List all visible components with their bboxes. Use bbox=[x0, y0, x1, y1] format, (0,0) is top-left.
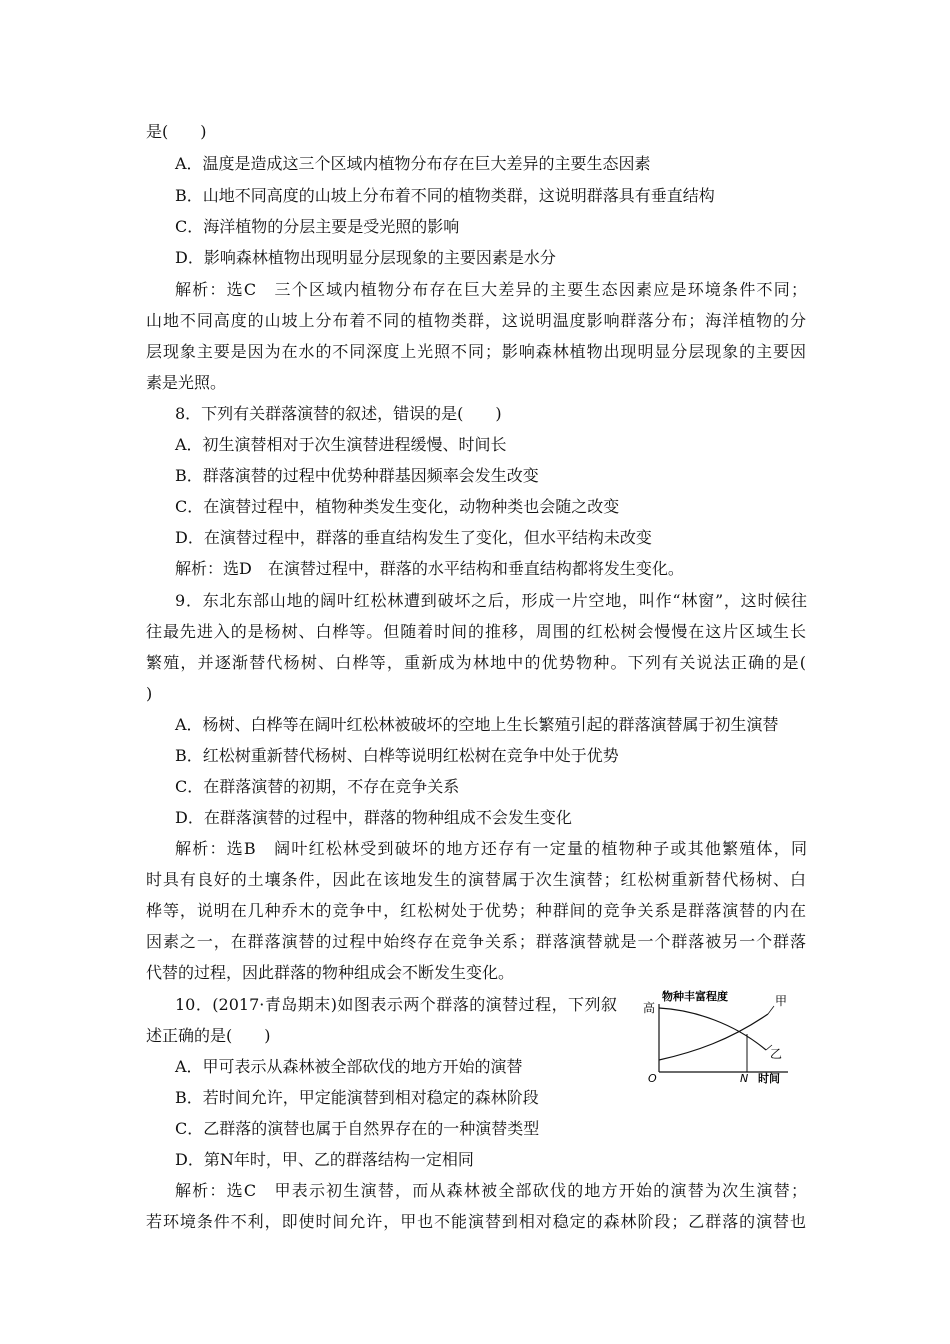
q7-analysis-line: 层现象主要是因为在水的不同深度上光照不同；影响森林植物出现明显分层现象的主要因 bbox=[146, 342, 806, 361]
n-label: N bbox=[740, 1072, 749, 1085]
q9-stem-line: ) bbox=[146, 684, 153, 703]
y-high-label: 高 bbox=[643, 1001, 656, 1015]
q9-analysis-line: 时具有良好的土壤条件，因此在该地发生的演替属于次生演替；红松树重新替代杨树、白 bbox=[146, 870, 806, 889]
q9-option-b: B．红松树重新替代杨树、白桦等说明红松树在竞争中处于优势 bbox=[175, 746, 619, 765]
q9-stem-line: 繁殖，并逐渐替代杨树、白桦等，重新成为林地中的优势物种。下列有关说法正确的是( bbox=[146, 653, 806, 672]
q9-option-c: C．在群落演替的初期，不存在竞争关系 bbox=[175, 777, 460, 796]
q10-analysis-line: 若环境条件不利，即使时间允许，甲也不能演替到相对稳定的森林阶段；乙群落的演替也 bbox=[146, 1212, 806, 1231]
q9-analysis-line: 桦等，说明在几种乔木的竞争中，红松树处于优势；种群间的竞争关系是群落演替的内在 bbox=[146, 901, 806, 920]
q9-stem-line: 9．东北东部山地的阔叶红松林遭到破坏之后，形成一片空地，叫作“林窗”，这时候往 bbox=[175, 591, 807, 610]
q7-analysis-line: 素是光照。 bbox=[146, 373, 227, 392]
q8-option-a: A．初生演替相对于次生演替进程缓慢、时间长 bbox=[175, 435, 507, 454]
q7-analysis-line: 解析：选C 三个区域内植物分布存在巨大差异的主要生态因素应是环境条件不同； bbox=[175, 280, 807, 299]
x-axis-label: 时间 bbox=[758, 1072, 780, 1085]
q10-stem-line: 10．(2017·青岛期末)如图表示两个群落的演替过程，下列叙 bbox=[175, 995, 617, 1014]
q8-option-d: D．在演替过程中，群落的垂直结构发生了变化，但水平结构未改变 bbox=[175, 528, 652, 547]
q9-analysis-line: 解析：选B 阔叶红松林受到破坏的地方还存有一定量的植物种子或其他繁殖体，同 bbox=[175, 839, 807, 858]
origin-label: O bbox=[648, 1072, 657, 1085]
curve-yi bbox=[659, 1014, 768, 1060]
q9-analysis-line: 代替的过程，因此群落的物种组成会不断发生变化。 bbox=[146, 963, 515, 982]
q10-option-d: D．第N年时，甲、乙的群落结构一定相同 bbox=[175, 1150, 474, 1169]
q7-stem-end: 是( ) bbox=[146, 122, 207, 141]
q7-option-d: D．影响森林植物出现明显分层现象的主要因素是水分 bbox=[175, 248, 556, 267]
q8-option-b: B．群落演替的过程中优势种群基因频率会发生改变 bbox=[175, 466, 539, 485]
q10-stem-line: 述正确的是( ) bbox=[146, 1026, 271, 1045]
q9-analysis-line: 因素之一，在群落演替的过程中始终存在竞争关系；群落演替就是一个群落被另一个群落 bbox=[146, 932, 806, 951]
q10-option-c: C．乙群落的演替也属于自然界存在的一种演替类型 bbox=[175, 1119, 540, 1138]
curve-jia-label: 甲 bbox=[775, 994, 788, 1008]
q7-option-b: B．山地不同高度的山坡上分布着不同的植物类群，这说明群落具有垂直结构 bbox=[175, 186, 715, 205]
q7-option-a: A．温度是造成这三个区域内植物分布存在巨大差异的主要生态因素 bbox=[175, 154, 651, 173]
succession-figure bbox=[640, 990, 800, 1090]
q9-option-d: D．在群落演替的过程中，群落的物种组成不会发生变化 bbox=[175, 808, 572, 827]
q9-stem-line: 往最先进入的是杨树、白桦等。但随着时间的推移，周围的红松树会慢慢在这片区域生长 bbox=[146, 622, 806, 641]
q8-analysis: 解析：选D 在演替过程中，群落的水平结构和垂直结构都将发生变化。 bbox=[175, 559, 684, 578]
q9-option-a: A．杨树、白桦等在阔叶红松林被破坏的空地上生长繁殖引起的群落演替属于初生演替 bbox=[175, 715, 779, 734]
q10-option-a: A．甲可表示从森林被全部砍伐的地方开始的演替 bbox=[175, 1057, 523, 1076]
label-leader-jia bbox=[768, 1006, 774, 1014]
q7-analysis-line: 山地不同高度的山坡上分布着不同的植物类群，这说明温度影响群落分布；海洋植物的分 bbox=[146, 311, 806, 330]
q10-option-b: B．若时间允许，甲定能演替到相对稳定的森林阶段 bbox=[175, 1088, 539, 1107]
q10-analysis-line: 解析：选C 甲表示初生演替，而从森林被全部砍伐的地方开始的演替为次生演替； bbox=[175, 1181, 807, 1200]
q7-option-c: C．海洋植物的分层主要是受光照的影响 bbox=[175, 217, 460, 236]
y-axis-label: 物种丰富程度 bbox=[662, 990, 728, 1003]
q8-option-c: C．在演替过程中，植物种类发生变化，动物种类也会随之改变 bbox=[175, 497, 620, 516]
q8-stem: 8．下列有关群落演替的叙述，错误的是( ) bbox=[175, 404, 502, 423]
curve-yi-label: 乙 bbox=[770, 1047, 783, 1061]
